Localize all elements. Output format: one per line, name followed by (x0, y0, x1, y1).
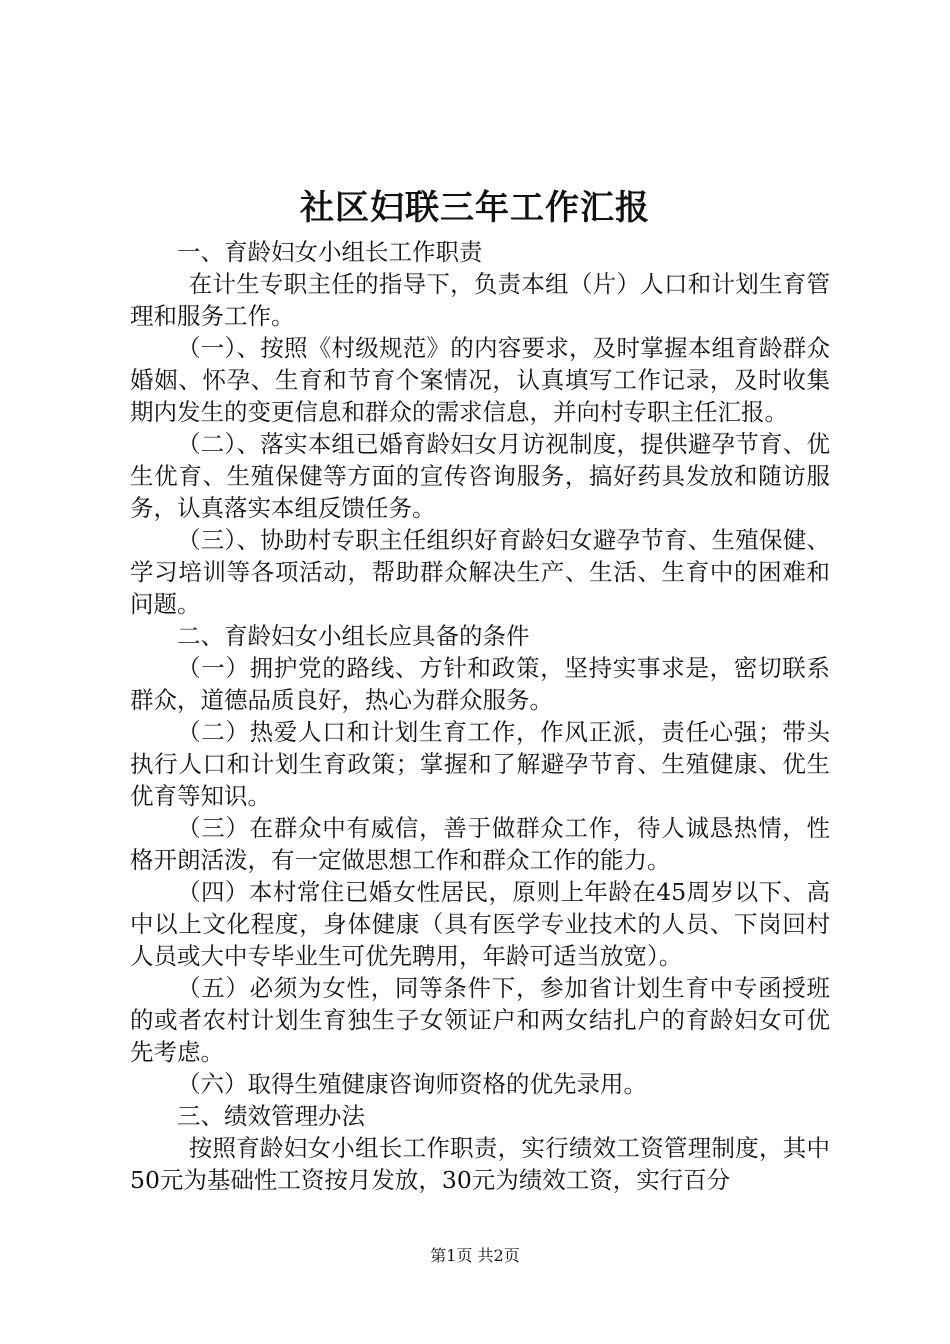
paragraph: 按照育龄妇女小组长工作职责，实行绩效工资管理制度，其中50元为基础性工资按月发放，30元为绩效工资，实行百分 (130, 1134, 830, 1194)
paragraph: （三）在群众中有威信，善于做群众工作，待人诚恳热情，性格开朗活泼，有一定做思想工作和群众工作的能力。 (130, 814, 830, 874)
paragraph: （二）热爱人口和计划生育工作，作风正派，责任心强；带头执行人口和计划生育政策；掌握和了解避孕节育、生殖健康、优生优育等知识。 (130, 718, 830, 810)
paragraph: （二）、落实本组已婚育龄妇女月访视制度，提供避孕节育、优生优育、生殖保健等方面的宣传咨询服务，搞好药具发放和随访服务，认真落实本组反馈任务。 (130, 430, 830, 522)
paragraph: 一、育龄妇女小组长工作职责 (177, 238, 483, 266)
paragraph: （一）、按照《村级规范》的内容要求，及时掌握本组育龄群众婚姻、怀孕、生育和节育个案情况，认真填写工作记录，及时收集期内发生的变更信息和群众的需求信息，并向村专职主任汇报。 (130, 334, 830, 426)
paragraph: （三）、协助村专职主任组织好育龄妇女避孕节育、生殖保健、学习培训等各项活动，帮助群众解决生产、生活、生育中的困难和问题。 (130, 526, 830, 618)
section-heading: 三、绩效管理办法 (177, 1102, 365, 1130)
paragraph: （一）拥护党的路线、方针和政策，坚持实事求是，密切联系群众，道德品质良好，热心为群众服务。 (130, 654, 830, 714)
paragraph: （四）本村常住已婚女性居民，原则上年龄在45周岁以下、高中以上文化程度，身体健康（具有医学专业技术的人员、下岗回村人员或大中专毕业生可优先聘用，年龄可适当放宽）。 (130, 878, 830, 970)
document-body (130, 236, 830, 1196)
section-heading: 二、育龄妇女小组长应具备的条件 (177, 622, 530, 650)
document-title: 社区妇联三年工作汇报 (300, 188, 650, 228)
page-footer: 第1页 共2页 (430, 1246, 520, 1265)
paragraph: （五）必须为女性，同等条件下，参加省计划生育中专函授班的或者农村计划生育独生子女领证户和两女结扎户的育龄妇女可优先考虑。 (130, 974, 830, 1066)
paragraph: （六）取得生殖健康咨询师资格的优先录用。 (177, 1070, 647, 1098)
paragraph: 在计生专职主任的指导下，负责本组（片）人口和计划生育管理和服务工作。 (130, 270, 830, 330)
